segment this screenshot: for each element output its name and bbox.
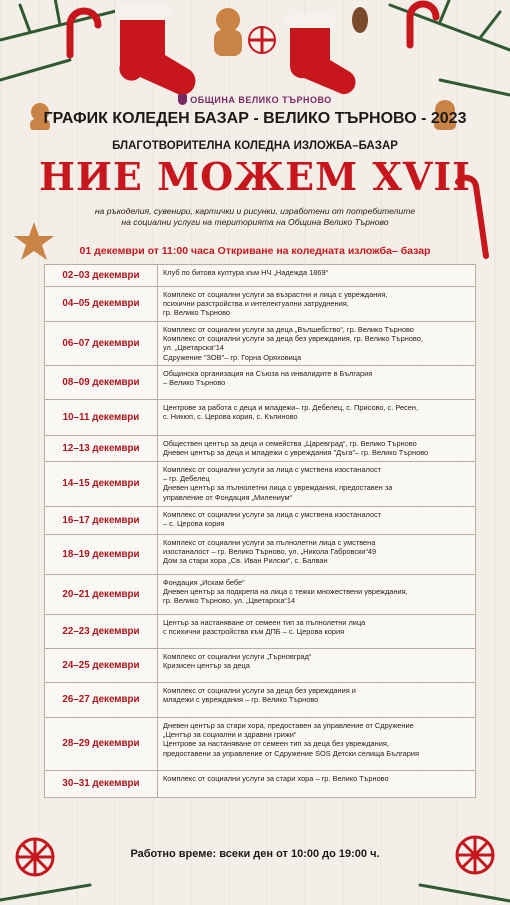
schedule-row [45,366,476,400]
participant-line: Сдружение "ЗОВ"– гр. Горна Оряховица [163,352,302,362]
event-description [40,206,470,228]
description-line: на ръкоделия, сувенири, картички и рисунки, изработени от потребителите [94,206,416,216]
schedule-row [45,436,476,462]
schedule-row [45,649,476,683]
participant-line: гр. Велико Търново [163,308,231,318]
schedule-participants [158,575,476,615]
peppermint-candy-icon [457,837,493,873]
schedule-participants [158,535,476,575]
event-subtitle: БЛАГОТВОРИТЕЛНА КОЛЕДНА ИЗЛОЖБА–БАЗАР [112,140,398,152]
participant-line: предоставени за управление от Сдружение SOS Детски селища България [163,748,419,758]
participant-line: Дневен център за деца и младежи с увреждания "Дъга"– гр. Велико Търново [163,448,429,458]
participant-line: управление от Фондация „Милениум“ [163,492,293,502]
participant-line: Комплекс от социални услуги за лица с умствена изостаналост [163,510,382,519]
pine-branch-icon [0,885,510,901]
schedule-row [45,400,476,436]
municipality-name: ОБЩИНА ВЕЛИКО ТЪРНОВО [190,95,332,105]
schedule-participants [158,366,476,400]
schedule-participants [158,265,476,287]
participant-line: психични разстройства и интелектуални затруднения, [163,299,349,309]
peppermint-candy-icon [249,27,275,53]
description-line: на социални услуги на територията на Община Велико Търново [121,217,389,227]
schedule-date: 08–09 декември [45,366,158,400]
working-hours: Работно време: всеки ден от 10:00 до 19:00 ч. [130,848,380,860]
schedule-date: 10–11 декември [45,400,158,436]
schedule-date: 30–31 декември [45,771,158,798]
participant-line: с психични разстройства към ДПБ – с. Церова кория [163,627,345,637]
schedule-participants [158,436,476,462]
event-name: НИЕ МОЖЕМ XVII [39,154,471,199]
participant-line: Комплекс от социални услуги за възрастни и лица с увреждания, [163,290,388,299]
participant-line: Кризисен център за деца [163,661,250,671]
municipality-logo [0,94,510,105]
page-title: ГРАФИК КОЛЕДЕН БАЗАР - ВЕЛИКО ТЪРНОВО - 2023 [43,110,467,127]
bottom-decoration [0,835,510,905]
schedule-participants [158,718,476,771]
schedule-date: 20–21 декември [45,575,158,615]
schedule-row [45,615,476,649]
schedule-participants [158,771,476,798]
participant-line: Общинска организация на Съюза на инвалидите в България [163,369,373,378]
participant-line: Дневен център за стари хора, предоставен за управление от Сдружение [163,721,414,730]
schedule-row [45,507,476,535]
participant-line: Дневен център за подкрепа на лица с тежки множествени увреждания, [163,587,408,597]
schedule-row [45,575,476,615]
schedule-row [45,287,476,322]
participant-line: Комплекс от социални услуги за деца без увреждания, гр. Велико Търново, [163,334,423,344]
participant-line: Център за настаняване от семеен тип за пълнолетни лица [163,618,366,627]
schedule-date: 02–03 декември [45,265,158,287]
schedule-row [45,265,476,287]
participant-line: Комплекс от социални услуги „Търновград“ [163,652,312,661]
opening-notice: 01 декември от 11:00 часа Откриване на коледната изложба– базар [79,245,431,257]
schedule-date: 24–25 декември [45,649,158,683]
schedule-row [45,683,476,718]
participant-line: Комплекс от социални услуги за деца без увреждания и [163,686,356,695]
schedule-row [45,462,476,507]
schedule-date: 14–15 декември [45,462,158,507]
schedule-row [45,322,476,366]
participant-line: изостаналост – гр. Велико Търново, ул. „Никола Габровски“49 [163,547,377,557]
schedule-row [45,771,476,798]
participant-line: – гр. Дебелец [163,474,210,484]
participant-line: Клуб по битова култура към НЧ „Надежда 1869“ [163,268,329,277]
participant-line: „Център за социални и здравни грижи“ [163,730,297,740]
participant-line: с. Никюп, с. Церова кория, с. Къпиново [163,412,298,422]
pine-cone-icon [352,7,368,33]
schedule-date: 18–19 декември [45,535,158,575]
schedule-table [44,264,476,798]
schedule-row [45,718,476,771]
participant-line: Дневен център за пълнолетни лица с увреждания, предоставен за [163,483,393,493]
schedule-date: 16–17 декември [45,507,158,535]
schedule-date: 06–07 декември [45,322,158,366]
schedule-participants [158,615,476,649]
participant-line: младежи с увреждания – гр. Велико Търново [163,695,319,705]
participant-line: гр. Велико Търново, ул. „Цветарска“14 [163,596,296,606]
participant-line: Комплекс от социални услуги за лица с умствена изостаналост [163,465,382,474]
participant-line: Дом за стари хора „Св. Иван Рилски“, с. Балван [163,556,328,566]
christmas-stocking-icon [115,4,195,95]
schedule-participants [158,462,476,507]
schedule-participants [158,287,476,322]
participant-line: – с. Церова кория [163,519,225,529]
crest-icon [178,94,187,105]
schedule-date: 28–29 декември [45,718,158,771]
schedule-participants [158,507,476,535]
christmas-stocking-icon [285,14,356,94]
schedule-row [45,535,476,575]
schedule-participants [158,400,476,436]
schedule-participants [158,322,476,366]
participant-line: Центрове за работа с деца и младежи– гр. Дебелец, с. Присово, с. Ресен, [163,403,419,412]
participant-line: ул. „Цветарска“14 [163,343,224,353]
schedule-participants [158,649,476,683]
schedule-participants [158,683,476,718]
participant-line: – Велико Търново [163,378,226,388]
schedule-date: 26–27 декември [45,683,158,718]
participant-line: Обществен център за деца и семейства „Царевград“, гр. Велико Търново [163,439,417,448]
participant-line: Комплекс от социални услуги за деца „Вълшебство“, гр. Велико Търново [163,325,414,334]
participant-line: Фондация „Искам бебе“ [163,578,245,587]
schedule-date: 22–23 декември [45,615,158,649]
participant-line: Комплекс от социални услуги за стари хора – гр. Велико Търново [163,774,389,783]
schedule-date: 04–05 декември [45,287,158,322]
participant-line: Центрове за настаняване от семеен тип за деца без увреждания, [163,739,389,749]
schedule-date: 12–13 декември [45,436,158,462]
participant-line: Комплекс от социални услуги за пълнолетни лица с умствена [163,538,376,547]
gingerbread-man-icon [214,8,242,56]
peppermint-candy-icon [17,839,53,875]
